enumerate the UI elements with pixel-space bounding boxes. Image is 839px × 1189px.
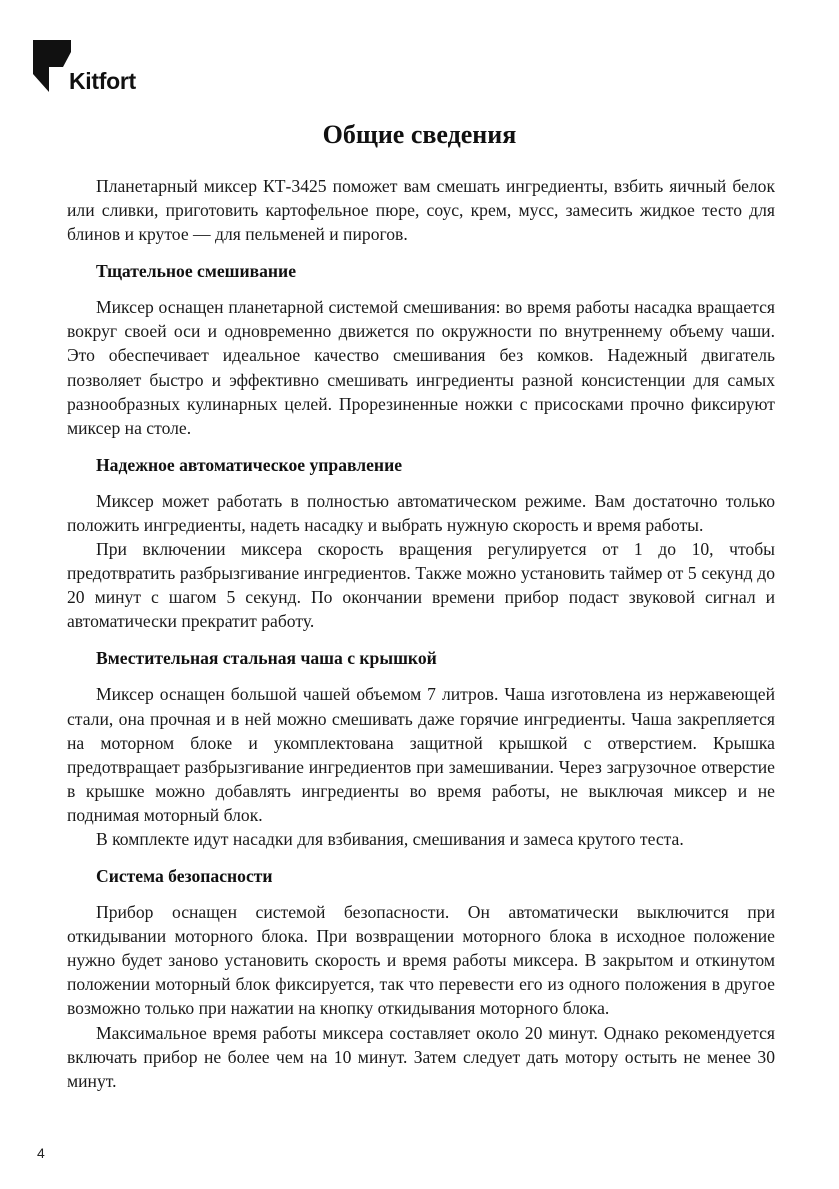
document-body xyxy=(67,174,775,1093)
page-number: 4 xyxy=(37,1145,45,1161)
section-paragraph: Миксер оснащен планетарной системой смешивания: во время работы насадка вращается вокруг своей оси и одновременно движется по окружности по внутреннему объему чаши. Это обеспечивает идеальное качество смешивания без комков. Надежный двигатель позволяет быстро и эффективно смешивать ингредиенты разной консистенции для самых разнообразных кулинарных целей. Прорезиненные ножки с присосками прочно фиксируют миксер на столе. xyxy=(67,297,775,438)
brand-name: Kitfort xyxy=(69,68,136,94)
section-heading-mixing: Тщательное смешивание xyxy=(96,261,296,282)
brand-logo xyxy=(33,40,136,92)
section-paragraph: Прибор оснащен системой безопасности. Он автоматически выключится при откидывании моторного блока. При возвращении моторного блока в исходное положение нужно будет заново установить скорость и время работы миксера. В закрытом и откинутом положении моторный блок фиксируется, так что перевести его из одного положения в другое возможно только при нажатии на кнопку откидывания моторного блока. xyxy=(67,902,775,1019)
section-heading-bowl: Вместительная стальная чаша с крышкой xyxy=(96,648,437,669)
section-paragraph: Миксер может работать в полностью автоматическом режиме. Вам достаточно только положить ингредиенты, надеть насадку и выбрать нужную скорость и время работы. xyxy=(67,490,775,535)
section-heading-safety: Система безопасности xyxy=(96,866,273,887)
section-heading-control: Надежное автоматическое управление xyxy=(96,454,403,475)
section-paragraph: В комплекте идут насадки для взбивания, смешивания и замеса крутого теста. xyxy=(96,828,684,849)
section-paragraph: Миксер оснащен большой чашей объемом 7 литров. Чаша изготовлена из нержавеющей стали, она прочная и в ней можно смешивать даже горячие ингредиенты. Чаша закрепляется на моторном блоке и укомплектована защитной крышкой с отверстием. Крышка предотвращает разбрызгивание ингредиентов при замешивании. Через загрузочное отверстие в крышке можно добавлять ингредиенты во время работы, не выключая миксер и не поднимая моторный блок. xyxy=(67,684,775,825)
section-paragraph: При включении миксера скорость вращения регулируется от 1 до 10, чтобы предотвратить разбрызгивание ингредиентов. Также можно установить таймер от 5 секунд до 20 минут с шагом 5 секунд. По окончании времени прибор подаст звуковой сигнал и автоматически прекратит работу. xyxy=(67,539,775,632)
intro-paragraph: Планетарный миксер КТ-3425 поможет вам смешать ингредиенты, взбить яичный белок или сливки, приготовить картофельное пюре, соус, крем, мусс, замесить жидкое тесто для блинов и крутое — для пельменей и пирогов. xyxy=(67,176,775,245)
page-title: Общие сведения xyxy=(322,120,517,149)
kitfort-flag-icon xyxy=(33,40,71,92)
section-paragraph: Максимальное время работы миксера составляет около 20 минут. Однако рекомендуется включать прибор не более чем на 10 минут. Затем следует дать мотору остыть не менее 30 минут. xyxy=(67,1022,775,1091)
